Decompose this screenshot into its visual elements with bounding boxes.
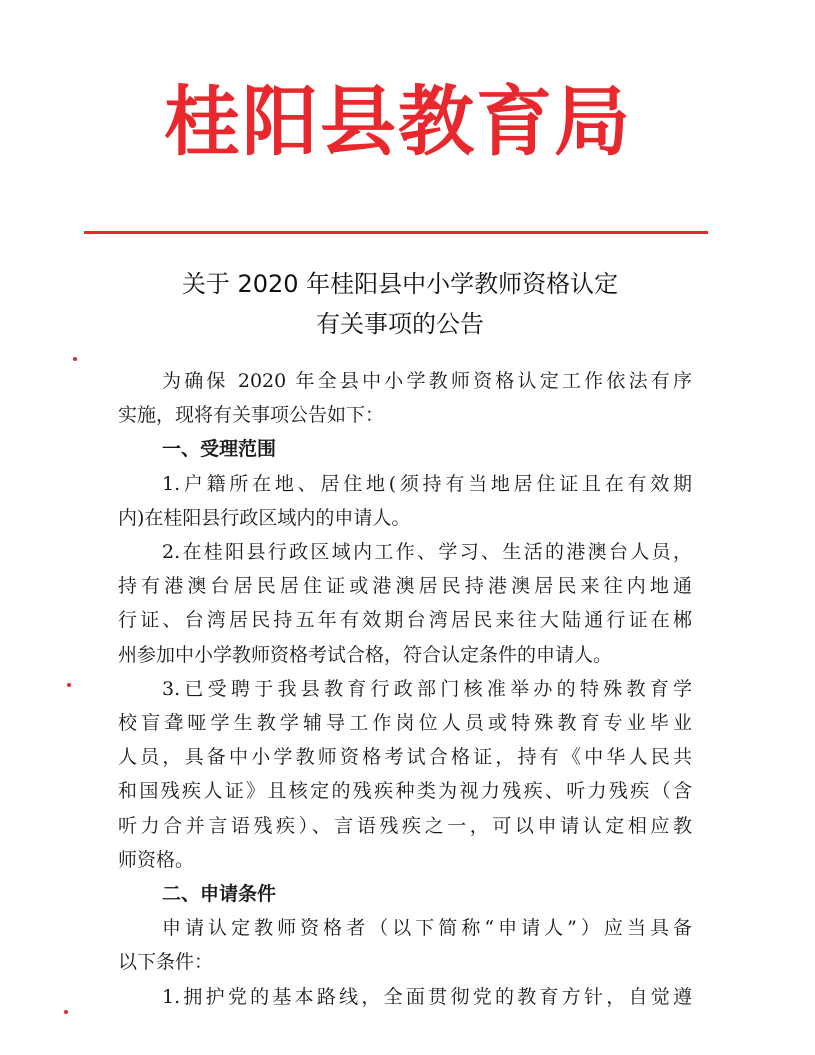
body-line: 持有港澳台居民居住证或港澳居民持港澳居民来往内地通 [118, 575, 692, 598]
section-heading: 一、受理范围 [162, 438, 277, 461]
body-line: 2.在桂阳县行政区域内工作、学习、生活的港澳台人员， [162, 541, 692, 564]
document-body [118, 364, 692, 1014]
body-line: 1.拥护党的基本路线，全面贯彻党的教育方针，自觉遵 [162, 985, 692, 1008]
body-line: 州参加中小学教师资格考试合格，符合认定条件的申请人。 [118, 643, 613, 666]
section-heading: 二、申请条件 [162, 883, 277, 906]
body-line: 师资格。 [118, 848, 195, 871]
body-line: 听力合并言语残疾）、言语残疾之一，可以申请认定相应教 [118, 814, 692, 837]
red-margin-mark [73, 357, 77, 361]
body-line: 以下条件： [118, 951, 214, 974]
body-line: 1.户籍所在地、居住地(须持有当地居住证且在有效期 [162, 472, 692, 495]
body-line: 行证、台湾居民持五年有效期台湾居民来往大陆通行证在郴 [118, 609, 692, 632]
body-line: 为确保 2020 年全县中小学教师资格认定工作依法有序 [162, 370, 692, 392]
body-line: 人员，具备中小学教师资格考试合格证，持有《中华人民共 [118, 746, 692, 769]
body-line: 内)在桂阳县行政区域内的申请人。 [118, 506, 411, 529]
document-title-line-2: 有关事项的公告 [316, 310, 484, 338]
red-margin-mark [64, 1010, 68, 1014]
issuing-organization-header: 桂阳县教育局 [164, 77, 632, 166]
body-line: 和国残疾人证》且核定的残疾种类为视力残疾、听力残疾（含 [118, 780, 692, 803]
body-line: 校盲聋哑学生教学辅导工作岗位人员或特殊教育专业毕业 [118, 712, 692, 735]
red-margin-mark [67, 683, 71, 687]
body-line: 3.已受聘于我县教育行政部门核准举办的特殊教育学 [162, 677, 692, 700]
body-line: 实施，现将有关事项公告如下： [118, 404, 385, 427]
document-title-line-1: 关于 2020 年桂阳县中小学教师资格认定 [181, 270, 619, 298]
body-line: 申请认定教师资格者（以下简称“申请人”）应当具备 [162, 917, 692, 940]
red-header-rule [84, 231, 708, 234]
